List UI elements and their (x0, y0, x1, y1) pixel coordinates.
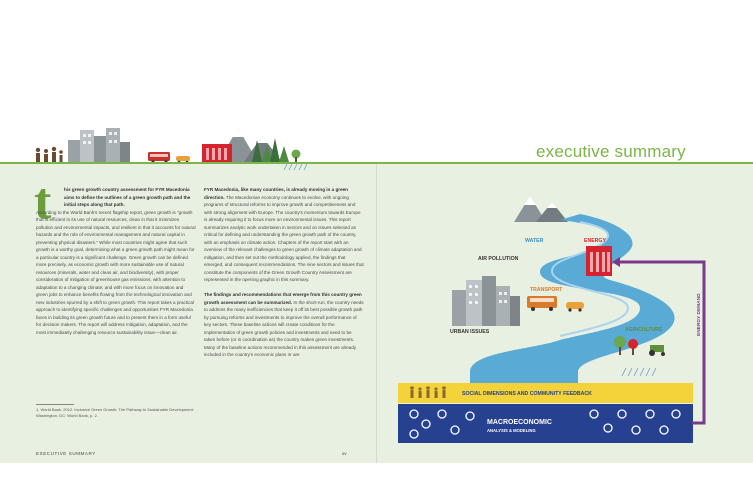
body-paragraph: According to the World Bank's recent flagship report, green growth is "growth that is efficient in its use of natural resources, clean in that it minimizes pollution and environmental impacts, and resilient in that it accounts for natural hazards and the role of environmental management and natural capital in preventing physical disasters." While most countries might agree that such growth is a worthy goal, determining what a green growth path might mean for a particular country is a significant challenge. Green growth can be defined more precisely, as economic growth with more sustainable use of natural resources (minerals, water and clean air, and biodiversity), with proper consideration of mitigation of greenhouse gas emissions, with attention to adaptation to a changing climate; and with more focus on innovation and green jobs to enhance benefits flowing from the technological innovation and new industries spurred by a shift to green growth. This report takes a practical approach to identifying specific challenges and opportunities FYR Macedonia faces in building its green growth future and to present them in a form useful for decision makers. The report will address mitigation, adaptation, and the most immediately challenging resource sustainability issue—clean air. (36, 209, 196, 335)
label-urban-issues: URBAN ISSUES (450, 329, 490, 335)
label-macro-sub: ANALYSIS & MODELING (487, 428, 536, 433)
label-energy: ENERGY (584, 238, 606, 244)
car-icon (566, 302, 584, 312)
drop-cap: t (34, 173, 52, 230)
body-paragraph: In the short-run, the country needs to address the many inefficiencies that keep it off its best possible growth path by pursuing reforms and investments to improve the overall performance of key sectors. These baseline actions will create conditions for the implementation of green growth policies and investments and need to be taken before (or in coordination as) the country makes green investments. Many of the baseline actions recommended in this assessment are already included in the country's economic plans or are (204, 299, 364, 357)
page-number: xv (342, 451, 347, 456)
label-macro: MACROECONOMIC (487, 419, 552, 426)
findings-heading: The findings and recommendations that emerge from this country green growth assessment can be summarized. (204, 292, 362, 305)
lead-paragraph: his green growth country assessment for FYR Macedonia aims to define the outlines of a green growth path and the initial steps along that path. (64, 187, 191, 207)
label-social: SOCIAL DIMENSIONS AND COMMUNITY FEEDBACK (462, 391, 592, 397)
label-transport: TRANSPORT (530, 287, 563, 293)
body-paragraph: The Macedonian economy continues to evolve, with ongoing programs of structural reforms to improve growth and competitiveness and with strong alignment with Europe. The country's momentum towards Europe is already requiring it to focus more on environmental issues. This report summarizes analytic work undertaken in sectors and on issues selected as critical for defining and understanding the green growth path of the country, with an emphasis on climate action. Chapters of the report start with an overview of the relevant challenges to green growth of climate adaptation and mitigation, and then set out the methodology applied, the findings that emerged, and consequent recommendations. The nine sectors and issues that constitute the components of the Green Growth Country Assessment are represented in the opening graphic in this summary. (204, 194, 364, 282)
footnote: 1. World Bank. 2012. Inclusive Green Growth: The Pathway to Sustainable Development. Washington, DC: World Bank, p. 2. (36, 407, 194, 418)
label-energy-demand: ENERGY DEMAND (697, 293, 702, 336)
lead-sentence: FYR Macedonia, like many countries, is already moving in a green direction. (204, 187, 348, 200)
bus-icon (527, 296, 557, 311)
field-icon (622, 368, 656, 376)
label-agriculture: AGRICULTURE (625, 327, 663, 333)
mountains-icon (514, 196, 568, 222)
page-title: executive summary (536, 142, 686, 161)
running-footer: EXECUTIVE SUMMARY (36, 451, 96, 456)
label-water: WATER (525, 238, 544, 244)
tractor-icon (649, 345, 665, 356)
dam-icon (586, 246, 612, 276)
buildings-icon (452, 276, 520, 326)
label-air-pollution: AIR POLLUTION (478, 256, 519, 262)
